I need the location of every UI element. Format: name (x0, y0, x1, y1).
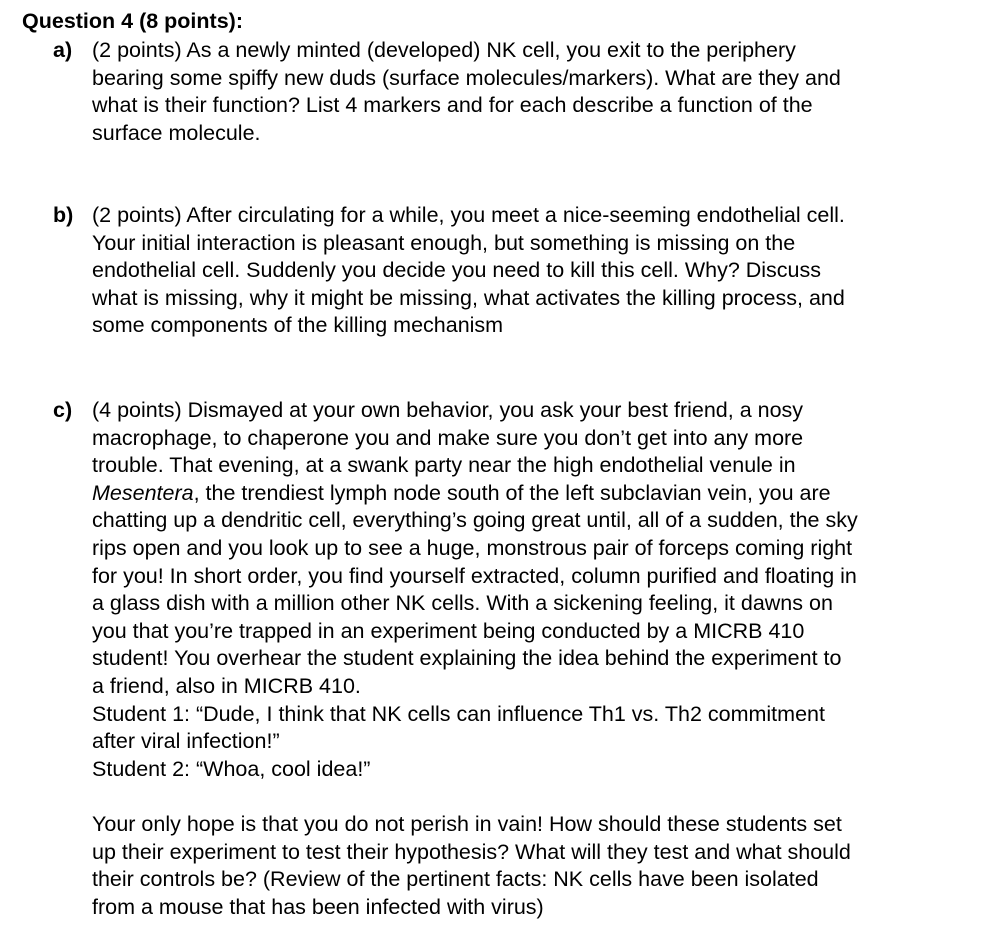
text-line: endothelial cell. Suddenly you decide you need to kill this cell. Why? Discuss (92, 258, 822, 283)
text-line: chatting up a dendritic cell, everything’s going great until, all of a sudden, the sky (92, 508, 858, 533)
text-line: after viral infection!” (92, 729, 280, 754)
lymph-node-name: Mesentera (92, 480, 194, 505)
text-line: (2 points) As a newly minted (developed) NK cell, you exit to the periphery (92, 38, 796, 62)
text-line: student! You overhear the student explaining the idea behind the experiment to (92, 646, 842, 671)
text-line: Your only hope is that you do not perish in vain! How should these students set (92, 811, 842, 836)
text-line: (4 points) Dismayed at your own behavior, you ask your best friend, a nosy (92, 398, 804, 422)
part-a-label: a) (53, 38, 73, 62)
part-c-text (92, 397, 858, 921)
text-line: what is their function? List 4 markers and for each describe a function of the (92, 93, 813, 118)
text-line: (2 points) After circulating for a while, you meet a nice-seeming endothelial cell. (92, 203, 845, 227)
text-line: for you! In short order, you find yourself extracted, column purified and floating in (92, 563, 857, 588)
text-line: trouble. That evening, at a swank party near the high endothelial venule in (92, 453, 796, 478)
text-line: from a mouse that has been infected with virus) (92, 894, 544, 919)
text-line: you that you’re trapped in an experiment being conducted by a MICRB 410 (92, 618, 805, 643)
text-line: surface molecule. (92, 120, 261, 145)
part-b-text (92, 202, 845, 340)
text-line: up their experiment to test their hypothesis? What will they test and what should (92, 839, 851, 864)
text-line: a glass dish with a million other NK cells. With a sickening feeling, it dawns on (92, 591, 833, 616)
part-b-label: b) (53, 203, 74, 227)
text-line (92, 480, 858, 508)
text-line: what is missing, why it might be missing, what activates the killing process, and (92, 285, 845, 310)
text-line: rips open and you look up to see a huge, monstrous pair of forceps coming right (92, 535, 853, 560)
part-a-text (92, 37, 841, 147)
text-line: Student 2: “Whoa, cool idea!” (92, 756, 371, 781)
text-line: a friend, also in MICRB 410. (92, 673, 361, 698)
text-line: their controls be? (Review of the pertinent facts: NK cells have been isolated (92, 867, 819, 892)
text-fragment: , the trendiest lymph node south of the left subclavian vein, you are (193, 480, 831, 505)
text-line: macrophage, to chaperone you and make sure you don’t get into any more (92, 425, 804, 450)
text-line: some components of the killing mechanism (92, 313, 504, 338)
question-title: Question 4 (8 points): (22, 9, 243, 33)
text-line: Student 1: “Dude, I think that NK cells can influence Th1 vs. Th2 commitment (92, 701, 825, 726)
text-line: bearing some spiffy new duds (surface molecules/markers). What are they and (92, 65, 841, 90)
text-line: Your initial interaction is pleasant enough, but something is missing on the (92, 230, 796, 255)
part-c-label: c) (53, 398, 73, 422)
blank-line (92, 783, 858, 811)
